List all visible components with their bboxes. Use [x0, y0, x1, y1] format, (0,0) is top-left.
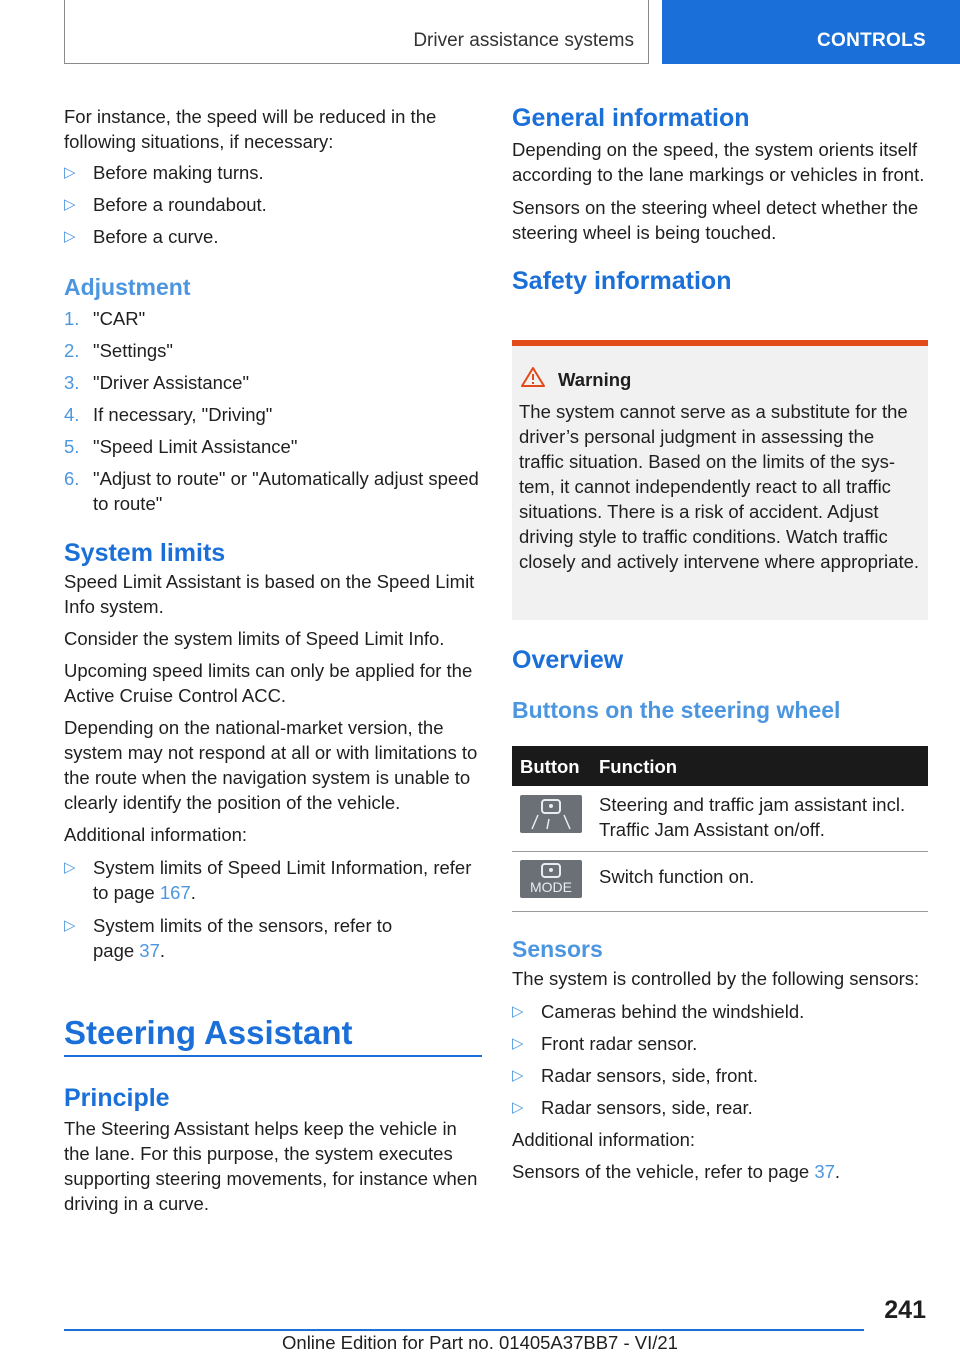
step-item: 1. "CAR" — [64, 308, 146, 329]
triangle-bullet-icon: ▷ — [64, 917, 76, 934]
overview-section — [512, 642, 928, 726]
table-cell-function: Steering and traffic jam assistant incl. Traffic Jam Assistant on/off. — [599, 794, 906, 840]
list-item: ▷ System limits of Speed Limit Information, refer to page 167. — [64, 857, 472, 903]
footer-edition: Online Edition for Part no. 01405A37BB7 - VI/21 — [282, 1332, 678, 1353]
principle-section — [64, 1082, 482, 1216]
warning-triangle-icon — [520, 366, 546, 393]
warning-title: Warning — [558, 369, 632, 390]
triangle-bullet-icon: ▷ — [512, 1035, 524, 1052]
steering-assistant-heading: Steering Assistant — [64, 1014, 353, 1051]
sensors-section — [512, 934, 928, 1184]
footer-rule — [64, 1329, 864, 1331]
warning-box — [512, 346, 928, 620]
triangle-bullet-icon: ▷ — [64, 859, 76, 876]
list-item: ▷ Radar sensors, side, rear. — [512, 1097, 753, 1118]
triangle-bullet-icon: ▷ — [64, 164, 76, 181]
paragraph: The system is controlled by the following sensors: — [512, 968, 920, 989]
step-item: 6. "Adjust to route" or "Automatically adjust speed to route" — [64, 468, 479, 514]
right-column-top — [512, 102, 928, 298]
header-chapter-tab[interactable] — [662, 0, 960, 64]
table-header-cell: Function — [599, 756, 678, 777]
paragraph: Depending on the speed, the system orients itself according to the lane markings or vehicles in front. — [512, 139, 925, 185]
header-chapter-title: CONTROLS — [816, 30, 926, 51]
page-link[interactable]: 37 — [139, 940, 160, 961]
triangle-bullet-icon: ▷ — [512, 1067, 524, 1084]
mode-icon — [520, 860, 582, 898]
paragraph: The Steering Assistant helps keep the vehicle in the lane. For this purpose, the system executes supporting steering movements, for instance when driving in a curve. — [64, 1118, 478, 1214]
sensors-heading: Sensors — [512, 936, 603, 962]
left-column — [64, 104, 482, 963]
triangle-bullet-icon: ▷ — [512, 1099, 524, 1116]
buttons-table — [512, 746, 928, 912]
paragraph: Speed Limit Assistant is based on the Speed Limit Info system. — [64, 571, 475, 617]
list-item: ▷ System limits of the sensors, refer to page 37. — [64, 915, 393, 961]
paragraph: Additional information: — [512, 1129, 696, 1150]
step-item: 5. "Speed Limit Assistance" — [64, 436, 298, 457]
buttons-heading: Buttons on the steering wheel — [512, 697, 841, 723]
table-row — [512, 852, 928, 912]
mode-icon-label: MODE — [530, 879, 572, 895]
warning-text: The system cannot serve as a substitute for the driver’s personal judgment in assessing the traffic situation. Based on the limits of the system, it cannot independently react to all traffic situations. There is a risk of accident. Adjust driving style to traffic conditions. Watch traffic closely and actively intervene where appropriate. — [519, 401, 920, 572]
overview-heading: Overview — [512, 646, 624, 674]
step-item: 2. "Settings" — [64, 340, 173, 361]
safety-information-heading: Safety information — [512, 267, 732, 295]
paragraph: Additional information: — [64, 824, 248, 845]
list-item: ▷ Before a curve. — [64, 226, 219, 247]
paragraph: Consider the system limits of Speed Limit Info. — [64, 628, 445, 649]
list-item: ▷ Cameras behind the windshield. — [512, 1001, 805, 1022]
table-cell-function: Switch function on. — [599, 866, 755, 887]
page-link[interactable]: 167 — [159, 882, 191, 903]
table-header-row — [512, 746, 928, 786]
list-item: ▷ Radar sensors, side, front. — [512, 1065, 758, 1086]
list-item: ▷ Before making turns. — [64, 162, 264, 183]
heading-rule — [64, 1055, 482, 1057]
system-limits-heading: System limits — [64, 539, 226, 567]
table-row — [512, 786, 928, 852]
page-number: 241 — [884, 1296, 926, 1324]
header-section-box — [64, 0, 649, 64]
table-header-cell: Button — [520, 756, 580, 777]
list-item: ▷ Before a roundabout. — [64, 194, 267, 215]
paragraph: Depending on the national-market version, the system may not respond at all or with limitations to the route when the navigation system is unable to clearly identify the position of the vehicle. — [64, 717, 478, 813]
paragraph: Upcoming speed limits can only be applied for the Active Cruise Control ACC. — [64, 660, 473, 706]
header-section-title: Driver assistance systems — [413, 30, 634, 51]
page-link[interactable]: 37 — [814, 1161, 835, 1182]
triangle-bullet-icon: ▷ — [64, 228, 76, 245]
general-information-heading: General information — [512, 104, 750, 132]
step-item: 4. If necessary, "Driving" — [64, 404, 273, 425]
principle-heading: Principle — [64, 1084, 170, 1112]
step-item: 3. "Driver Assistance" — [64, 372, 250, 393]
paragraph: Sensors on the steering wheel detect whether the steering wheel is being touched. — [512, 197, 919, 243]
steering-assist-icon — [520, 795, 582, 833]
triangle-bullet-icon: ▷ — [512, 1003, 524, 1020]
paragraph: Sensors of the vehicle, refer to page 37. — [512, 1161, 841, 1182]
list-item: ▷ Front radar sensor. — [512, 1033, 698, 1054]
intro-text: For instance, the speed will be reduced in the following situations, if necessary: — [64, 106, 437, 152]
triangle-bullet-icon: ▷ — [64, 196, 76, 213]
adjustment-heading: Adjustment — [64, 274, 191, 300]
